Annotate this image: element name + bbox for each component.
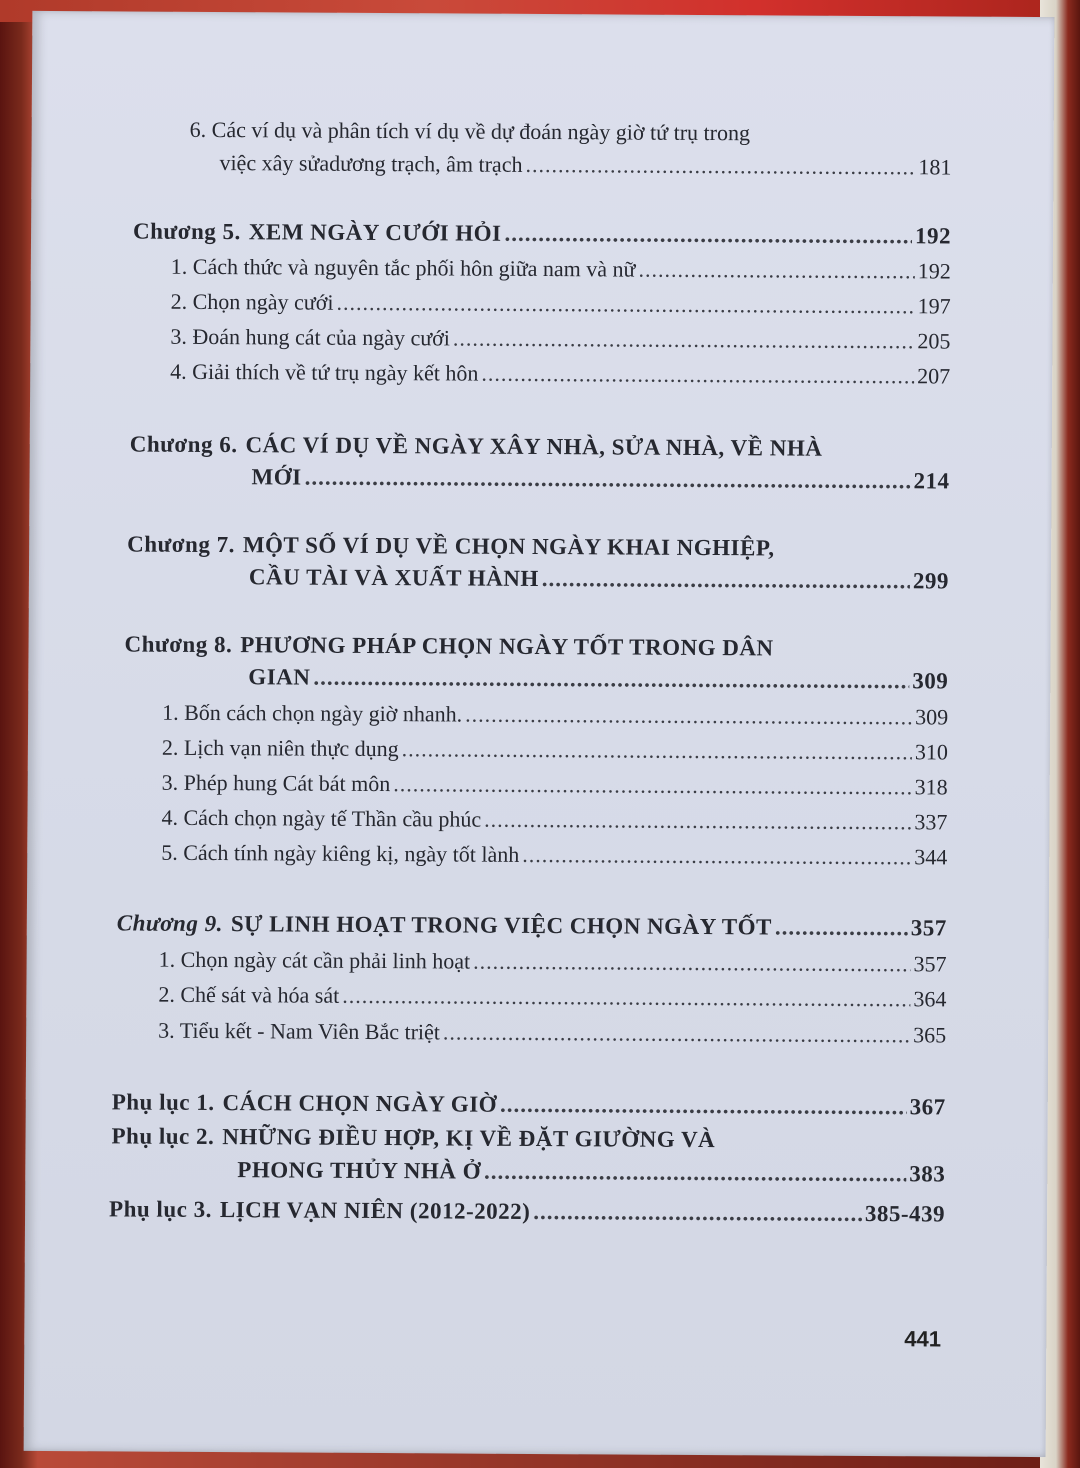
leader-dots [443,1017,910,1050]
toc-item [159,945,947,980]
chapter-lead: Chương 9. [116,910,223,937]
toc-item-text: việc xây sửadương trạch, âm trạch [219,150,523,177]
chapter-title: CÁC VÍ DỤ VỀ NGÀY XÂY NHÀ, SỬA NHÀ, VỀ NHÀ [245,432,823,461]
leader-dots [305,463,911,497]
leader-dots [465,700,912,733]
chapter-title-cont: MỚI [251,464,302,490]
toc-chapter-6-line1 [130,429,950,464]
toc-page-number: 357 [913,951,947,977]
toc-item-text: 6. Các ví dụ và phân tích ví dụ về dự đoán ngày giờ tứ trụ trong [189,116,751,146]
toc-item [171,287,951,322]
chapter-title-cont: CẦU TÀI VÀ XUẤT HÀNH [248,564,539,591]
leader-dots [504,219,912,251]
toc-page-number: 299 [912,568,950,594]
appendix-lead: Phụ lục 1. [111,1089,215,1116]
toc-item-text: 2. Chế sát và hóa sát [158,981,340,1008]
appendix-title-cont: PHONG THỦY NHÀ Ở [237,1157,482,1184]
leader-dots [453,323,915,356]
toc-item [161,803,947,838]
toc-item-text: 3. Đoán hung cát của ngày cưới [170,323,451,351]
toc-page-number: 337 [914,809,948,835]
toc-page-number: 192 [914,223,952,249]
toc-chapter-8-line2 [248,662,948,696]
toc-appendix-1 [112,1087,946,1122]
chapter-lead: Chương 6. [129,431,238,458]
toc-item-text: 4. Giải thích về tứ trụ ngày kết hôn [170,358,479,386]
leader-dots [336,288,914,322]
page-number-folio: 441 [904,1326,942,1352]
toc-page-number: 309 [915,704,949,730]
leader-dots [522,840,911,872]
leader-dots [342,981,910,1014]
toc-page-number: 357 [910,915,947,941]
toc-appendix-3 [109,1194,945,1229]
toc-item-text: 2. Lịch vạn niên thực dụng [161,734,399,762]
toc-appendix-2-line1 [111,1121,945,1156]
toc-item [170,322,950,357]
leader-dots [484,1157,906,1190]
toc-chapter-6-line2 [251,462,949,496]
appendix-lead: Phụ lục 3. [109,1196,212,1223]
toc-page-number: 365 [913,1022,947,1048]
chapter-title: XEM NGÀY CƯỚI HỎI [248,219,502,246]
toc-page-number: 383 [909,1161,946,1187]
toc-page-number: 207 [917,363,951,389]
toc-item-text: 4. Cách chọn ngày tế Thần cầu phúc [161,804,482,832]
toc-page-number: 367 [909,1094,946,1120]
toc-page-number: 385-439 [864,1201,946,1227]
toc-item-text: 3. Tiểu kết - Nam Viên Bắc triệt [158,1017,441,1045]
toc-item [170,357,950,392]
chapter-lead: Chương 8. [124,631,233,658]
chapter-title-cont: GIAN [248,664,311,690]
toc-item [162,733,948,768]
leader-dots [313,663,909,697]
chapter-title: MỘT SỐ VÍ DỤ VỀ CHỌN NGÀY KHAI NGHIỆP, [242,532,775,561]
toc-item [158,980,946,1015]
chapter-title: SỰ LINH HOẠT TRONG VIỆC CHỌN NGÀY TỐT [230,911,772,940]
chapter-lead: Chương 5. [132,218,241,245]
toc-page-number: 344 [914,844,948,870]
toc-page-number: 214 [913,468,950,494]
leader-dots [393,769,912,802]
toc-appendix-2-line2 [237,1155,945,1189]
toc-item [158,1016,946,1051]
chapter-title: PHƯƠNG PHÁP CHỌN NGÀY TỐT TRONG DÂN [240,632,774,661]
leader-dots [481,359,914,392]
leader-dots [533,1197,862,1229]
leader-dots [500,1090,907,1122]
toc-item-text: 1. Cách thức và nguyên tắc phối hôn giữa nam và nữ [170,253,636,282]
toc-page-number: 318 [914,774,948,800]
book-page [24,11,1055,1457]
leader-dots [484,805,911,838]
toc-chapter-8-line1 [124,629,948,664]
toc-page-number: 181 [918,154,952,180]
toc-page-number: 364 [913,986,947,1012]
leader-dots [542,564,910,596]
toc-item [171,252,951,287]
toc-item [162,698,948,733]
toc-item-6-line2 [219,148,951,182]
toc-chapter-9 [117,908,947,943]
toc-item-text: 5. Cách tính ngày kiêng kị, ngày tốt lành [161,839,520,867]
leader-dots [638,255,915,287]
toc-page-number: 205 [917,328,951,354]
toc-page-number: 309 [912,668,949,694]
leader-dots [775,912,908,943]
toc-item-text: 2. Chọn ngày cưới [170,288,334,315]
toc-item-text: 3. Phép hung Cát bát môn [161,769,391,797]
toc-page-number: 197 [917,293,951,319]
leader-dots [473,947,911,980]
toc-item-text: 1. Bốn cách chọn ngày giờ nhanh. [162,699,463,727]
toc-chapter-7-line2 [249,562,949,596]
toc-chapter-7-line1 [127,529,949,564]
appendix-title: CÁCH CHỌN NGÀY GIỜ [222,1090,498,1117]
toc-item-text: 1. Chọn ngày cát cần phải linh hoạt [158,946,471,974]
toc-item [161,838,947,873]
leader-dots [525,150,915,182]
toc-page-number: 310 [914,739,948,765]
appendix-title: NHỮNG ĐIỀU HỢP, KỊ VỀ ĐẶT GIƯỜNG VÀ [222,1124,716,1153]
toc-item [162,768,948,803]
leader-dots [402,734,912,767]
toc-item-6-line1 [190,115,990,150]
appendix-lead: Phụ lục 2. [111,1123,215,1150]
chapter-lead: Chương 7. [127,531,235,558]
toc-chapter-5 [133,217,951,252]
toc-page-number: 192 [917,258,951,284]
appendix-title: LỊCH VẠN NIÊN (2012-2022) [219,1197,531,1224]
